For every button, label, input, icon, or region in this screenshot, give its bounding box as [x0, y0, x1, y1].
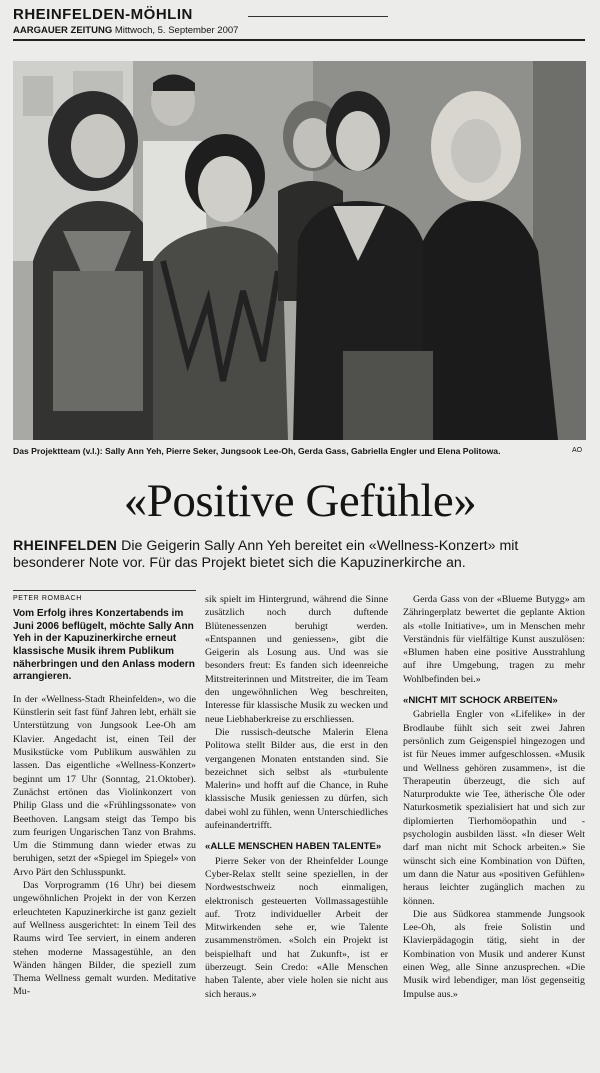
photo-credit: AO	[572, 447, 583, 454]
photo-caption: Das Projektteam (v.l.): Sally Ann Yeh, Pierre Seker, Jungsook Lee-Oh, Gerda Gass, Gabriella Engler und Elena Politowa.	[13, 446, 501, 456]
paragraph: In der «Wellness-Stadt Rheinfelden», wo die Künstlerin seit fast fünf Jahren lebt, erhält sie Unterstützung von Jungsook Lee-Oh am Klavier. Angedacht ist, einen Teil der Musikstücke vom Publikum auswählen zu lassen. Das eigentliche «Wellness-Konzert» beginnt um 17 Uhr (Sonntag, 21.Oktober). Zunächst ertönen das Violinkonzert von Philip Glass und die «Frühlingssonate» von Beethoven. Langsam steigt das Tempo bis zum feurigen Ungarischen Tanz von Brahms. Um die Stimmung dann wieder etwas zu beruhigen, setzt der «Spiegel im Spiegel» von Arvo Pärt den Schlusspunkt.	[13, 693, 196, 878]
section-title: RHEINFELDEN-MÖHLIN	[13, 6, 193, 23]
group-photo	[13, 61, 586, 440]
paragraph: sik spielt im Hintergrund, während die Sinne zusätzlich noch durch duftende Blütenessenzen beruhigt werden. «Entspannen und geniessen», gibt die Geigerin als Losung aus. Und was sie besonders freut: Es fanden sich ideenreiche Mitstreiterinnen und Mitstreiter, die im Team den ungewöhnlichen Weg beschreiten, Interesse für klassische Musik zu wecken und neue Liebhaberkreise zu erschliessen.	[205, 594, 388, 725]
section-rule	[248, 16, 388, 17]
issue-date: Mittwoch, 5. September 2007	[114, 25, 239, 36]
subheading: «NICHT MIT SCHOCK ARBEITEN»	[403, 695, 558, 707]
article-column-1	[13, 590, 196, 999]
article-column-2	[205, 593, 388, 1001]
paragraph: Die russisch-deutsche Malerin Elena Politowa stellt Bilder aus, die erst in den vergangenen Monaten entstanden sind. Sie bezeichnet sich selbst als «turbulente Malerin» und hofft auf die Chance, in Ruhe klassische Musik geniessen zu dürfen, sich dabei wohl zu fühlen, wenn Unterschiedliches aufeinandertrifft.	[205, 726, 388, 832]
paragraph: Pierre Seker von der Rheinfelder Lounge Cyber-Relax stellt seine speziellen, in der Nordwestschweiz noch einmaligen, elektronisch gesteuerten Vollmassagestühle auf. Trotz individueller Arbeit der Mitwirkenden sehe er, wie Talente zusammenströmen. «Solch ein Projekt ist beispielhaft und hat Zukunft», ist er überzeugt. Sein Credo: «Alle Menschen haben Talente, aber viele holen sie nicht aus sich heraus.»	[205, 855, 388, 1000]
dateline	[13, 25, 238, 36]
top-rule	[13, 39, 585, 41]
paragraph: Gabriella Engler von «Lifelike» in der Brodlaube fühlt sich seit zwei Jahren persönlich zum Geigenspiel hingezogen und ist für Neues immer aufgeschlossen. «Musik und Wellness gehören zusammen», ist die Therapeutin überzeugt, die sich auf Naturprodukte wie Tee, ätherische Öle oder Naturkosmetik spezialisiert hat und sich zur diplomierten Tierhomöopathin und -psychologin ausbilden lässt. «In dieser Welt darf man nicht mit Schock arbeiten.» Sie wünscht sich eine Kombination von Düften, um dann die Natur aus «positiven Gefühlen» heraus leichter zugänglich machen zu können.	[403, 709, 585, 907]
paragraph: Die aus Südkorea stammende Jungsook Lee-Oh, als freie Solistin und Klavierpädagogin tätig, sieht in der Kombination von Musik und anderer Kunst einen Weg, alle Sinne anzusprechen. «Die Musik wird lebendiger, man löst gegenseitig Impulse aus.»	[403, 908, 585, 1000]
author-byline: PETER ROMBACH	[13, 590, 196, 605]
subheading: «ALLE MENSCHEN HABEN TALENTE»	[205, 841, 382, 853]
standfirst-text: Die Geigerin Sally Ann Yeh bereitet ein «Wellness-Konzert» mit besonderer Note vor. Für das Projekt bietet sich die Kapuzinerkirche an.	[13, 538, 519, 571]
standfirst	[13, 538, 588, 572]
lead-paragraph: Vom Erfolg ihres Konzertabends im Juni 2006 beflügelt, möchte Sally Ann Yeh in der Kapuzinerkirche erneut klassische Musik ihrem Publikum näherbringen und den Anlass modern arrangieren.	[13, 608, 195, 683]
headline: «Positive Gefühle»	[123, 475, 477, 527]
newspaper-name: AARGAUER ZEITUNG	[13, 25, 113, 36]
group-photo-illustration	[13, 61, 586, 440]
article-column-3	[403, 593, 585, 1001]
paragraph: Gerda Gass von der «Blueme Butygg» am Zähringerplatz bewertet die geplante Aktion als «tolle Initiative», um in Menschen mehr Verständnis für vielfältige Kunst auszulösen: «Blumen haben eine positive Ausstrahlung auf ihre Umgebung, tragen zu mehr Wohlbefinden bei.»	[403, 594, 585, 685]
paragraph: Das Vorprogramm (16 Uhr) bei diesem ungewöhnlichen Projekt in der von Kerzen erleuchteten Kapuzinerkirche ist ganz gezielt auf Wellness ausgerichtet: In einem Teil des Raums wird Tee serviert, in einem anderen stehen moderne Massagestühle, an den Wänden hängen Bilder, die speziell zum Thema Wellness gemalt wurden. Meditative Mu-	[13, 880, 196, 998]
standfirst-place: RHEINFELDEN	[13, 538, 118, 554]
